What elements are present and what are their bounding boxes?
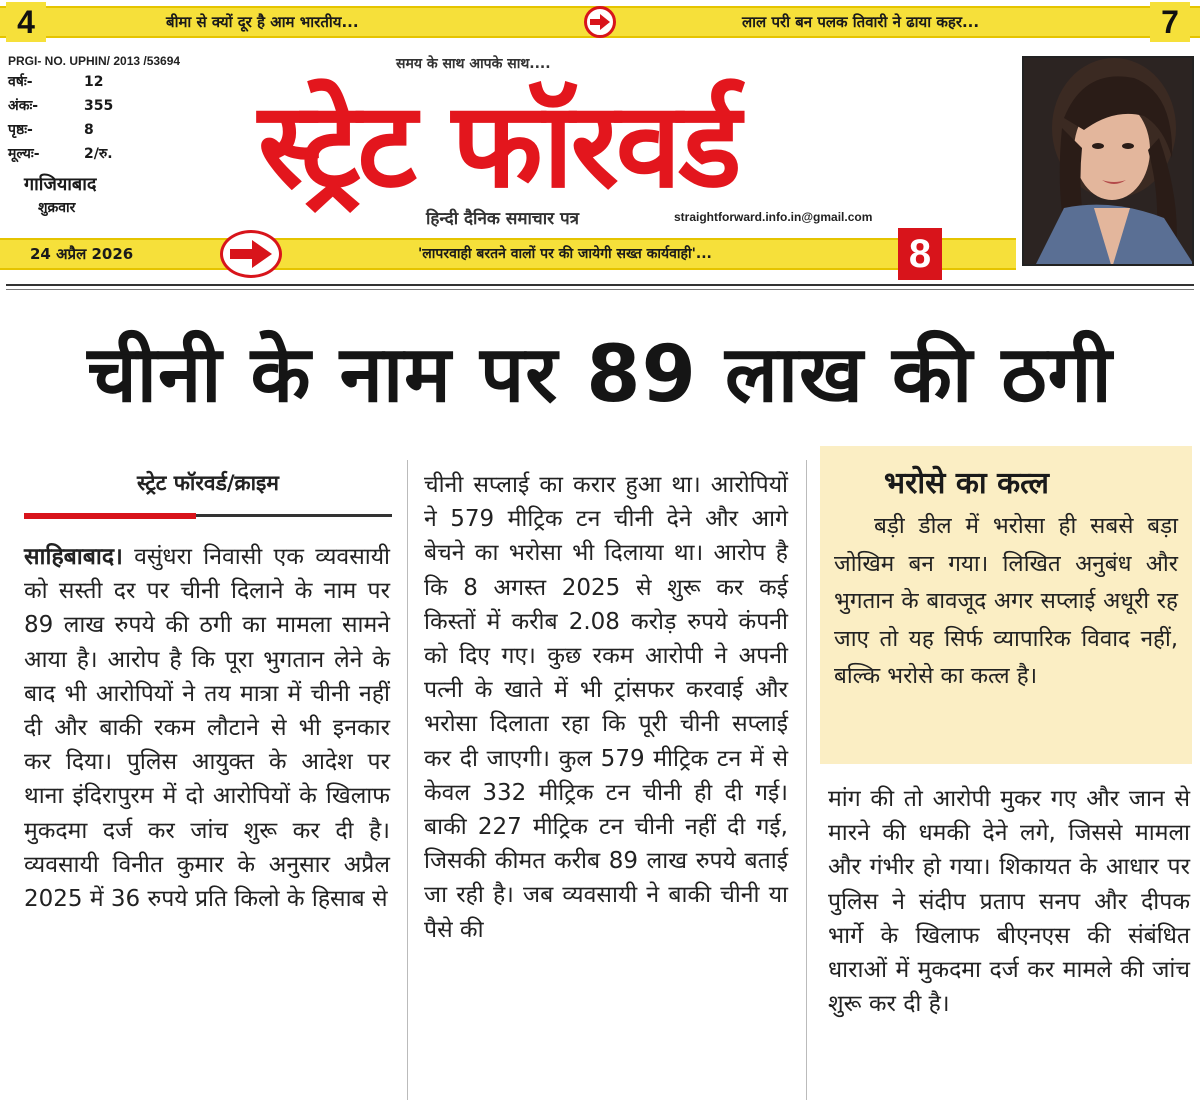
city-name: गाजियाबाद <box>24 174 97 195</box>
newspaper-subtitle: हिन्दी दैनिक समाचार पत्र <box>426 209 580 229</box>
woman-portrait-photo[interactable] <box>1022 56 1194 266</box>
article-text: चीनी सप्लाई का करार हुआ था। आरोपियों ने 579 मीट्रिक टन चीनी देने और आगे बेचने का भरोसा भी दिलाया था। आरोप है कि 8 अगस्त 2025 से शुरू कर कई किस्तों में करीब 2.08 करोड़ रुपये कंपनी को दिए गए। कुछ रकम आरोपी ने अपनी पत्नी के खाते में भी ट्रांसफर करवाई और भरोसा दिलाता रहा कि पूरी चीनी सप्लाई कर दी जाएगी। कुल 579 मीट्रिक टन में से केवल 332 मीट्रिक टन चीनी ही दी गई। बाकी 227 मीट्रिक टन चीनी नहीं दी गई, जिसकी कीमत करीब 89 लाख रुपये बताई जा रही है। जब व्यवसायी ने बाकी चीनी या पैसे की <box>424 472 788 943</box>
masthead-divider-thin <box>6 289 1194 290</box>
tagline: समय के साथ आपके साथ.... <box>396 56 551 72</box>
current-page-number: 8 <box>898 228 942 280</box>
article-byline: स्ट्रेट फॉरवर्ड/क्राइम <box>137 471 279 495</box>
weekday: शुक्रवार <box>38 200 76 216</box>
portrait-image <box>1024 58 1194 266</box>
info-row-issue: अंकः- 355 <box>8 98 114 114</box>
bottom-teaser[interactable]: 'लापरवाही बरतने वालों पर की जायेगी सख्त कार्यवाही'... <box>418 246 712 262</box>
left-teaser[interactable]: बीमा से क्यों दूर है आम भारतीय... <box>166 13 359 31</box>
article-column-2 <box>424 468 788 947</box>
article-text: मांग की तो आरोपी मुकर गए और जान से मारने की धमकी देने लगे, जिससे मामला और गंभीर हो गया। शिकायत के आधार पर पुलिस ने संदीप प्रताप सनप और दीपक भार्गे के खिलाफ बीएनएस की संबंधित धाराओं में मुकदमा दर्ज कर मामले की जांच शुरू कर दी है। <box>828 786 1190 1018</box>
issue-info <box>8 54 208 217</box>
article-paragraph <box>24 540 390 916</box>
article-headline: चीनी के नाम पर 89 लाख की ठगी <box>87 330 1113 420</box>
column-divider <box>806 460 807 1100</box>
contact-email[interactable]: straightforward.info.in@gmail.com <box>674 210 873 224</box>
issue-date: 24 अप्रैल 2026 <box>30 245 134 263</box>
article-column-3 <box>828 782 1190 1021</box>
article-text: वसुंधरा निवासी एक व्यवसायी को सस्ती दर पर चीनी दिलाने के नाम पर 89 लाख रुपये की ठगी का मामला सामने आया है। आरोप है कि पूरा भुगतान लेने के बाद भी आरोपियों ने तय मात्रा में चीनी नहीं दी और बाकी रकम लौटाने से भी इनकार कर दिया। पुलिस आयुक्त के आदेश पर थाना इंदिरापुरम में दो आरोपियों के खिलाफ मुकदमा दर्ज कर जांच शुरू कर दी है। व्यवसायी विनीत कुमार के अनुसार अप्रैल 2025 में 36 रुपये प्रति किलो के हिसाब से <box>24 544 390 913</box>
info-row-year: वर्षः- 12 <box>8 74 104 90</box>
sidebar-box <box>820 446 1192 764</box>
left-page-number[interactable]: 4 <box>6 2 46 42</box>
right-page-number[interactable]: 7 <box>1150 2 1190 42</box>
byline-red-rule <box>24 513 196 519</box>
masthead-divider <box>6 284 1194 286</box>
sidebar-title: भरोसे का कत्ल <box>884 466 1049 501</box>
info-row-pages: पृष्ठः- 8 <box>8 122 94 138</box>
sidebar-body: बड़ी डील में भरोसा ही सबसे बड़ा जोखिम बन गया। लिखित अनुबंध और भुगतान के बावजूद अगर सप्लाई अधूरी रह जाए तो यह सिर्फ व्यापारिक विवाद नहीं, बल्कि भरोसे का कत्ल है। <box>834 513 1178 689</box>
arrow-right-icon <box>584 6 616 38</box>
prgi-number: PRGI- NO. UPHIN/ 2013 /53694 <box>8 54 181 68</box>
article-dateline: साहिबाबाद। <box>24 544 123 570</box>
info-row-price: मूल्यः- 2/रु. <box>8 146 113 162</box>
masthead <box>0 44 1200 290</box>
arrow-right-icon <box>220 230 282 278</box>
byline-dark-rule <box>196 514 392 517</box>
right-teaser[interactable]: लाल परी बन पलक तिवारी ने ढाया कहर... <box>742 13 980 31</box>
article-column-1 <box>24 540 390 916</box>
newspaper-logo[interactable]: स्ट्रेट फॉरवर्ड <box>258 76 739 214</box>
column-divider <box>407 460 408 1100</box>
top-strip <box>0 0 1200 44</box>
